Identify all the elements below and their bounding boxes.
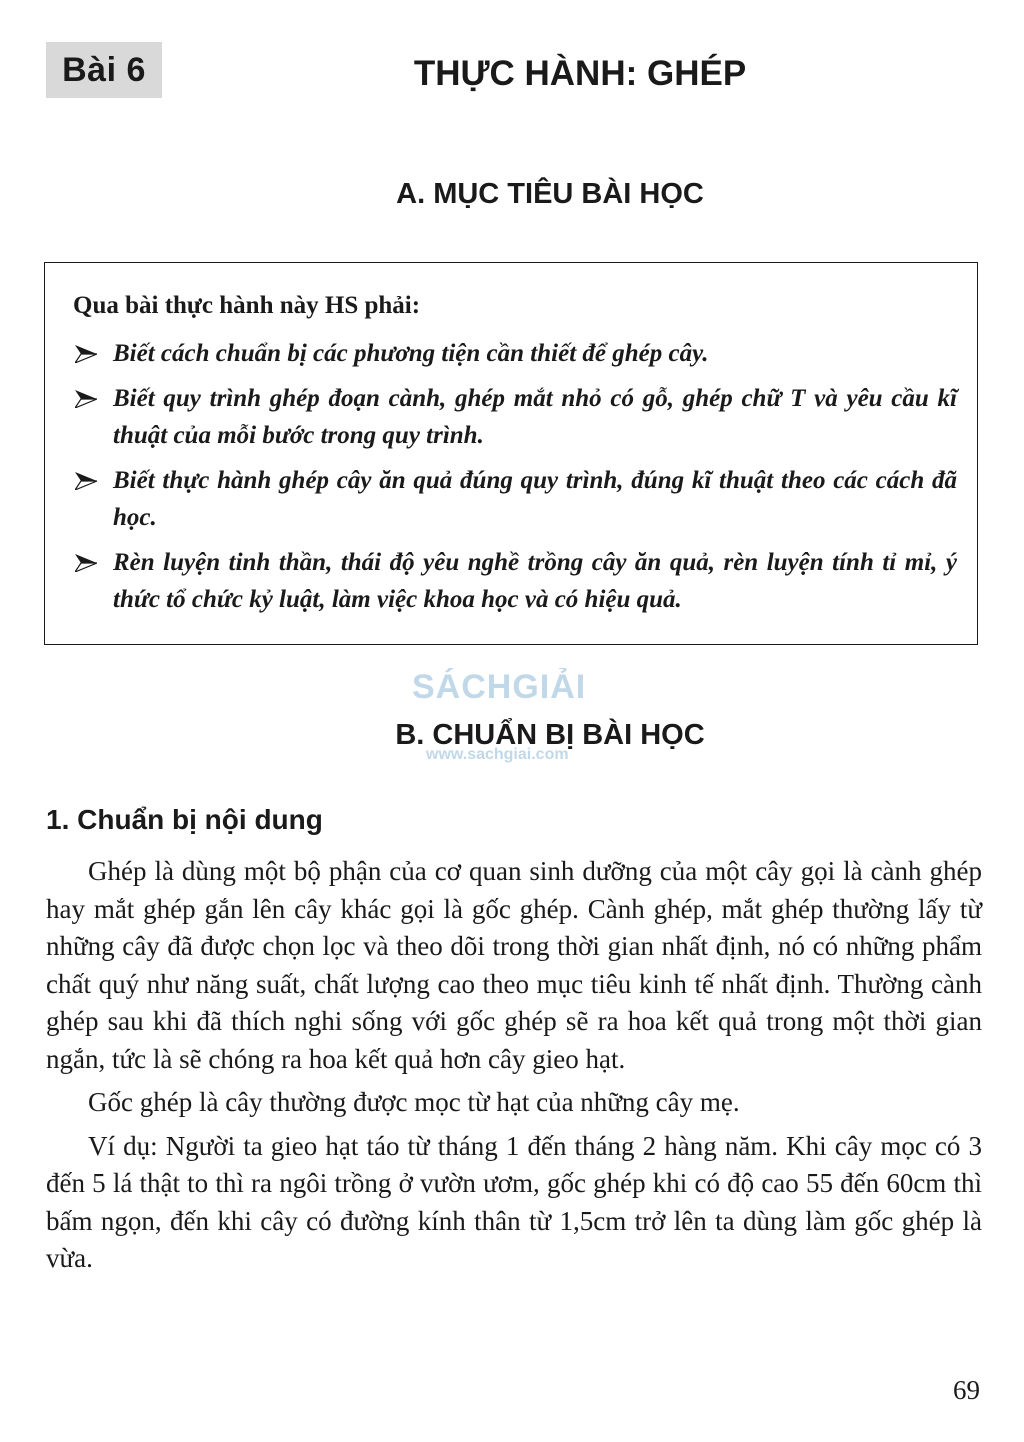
content-paragraph: Ghép là dùng một bộ phận của cơ quan sinh dưỡng của một cây gọi là cành ghép hay mắt ghép gắn lên cây khác gọi là gốc ghép. Cành ghép, mắt ghép thường lấy từ những cây đã được chọn lọc và theo dõi trong thời gian nhất định, nó có những phẩm chất quý như năng suất, chất lượng cao theo mục tiêu kinh tế nhất định. Thường cành ghép sau khi đã thích nghi sống với gốc ghép sẽ ra hoa kết quả trong một thời gian ngắn, tức là sẽ chóng ra hoa kết quả hơn cây gieo hạt. <box>46 856 982 1074</box>
arrow-bullet-icon <box>75 345 97 363</box>
watermark-logo-text: SÁCHGIẢI <box>412 668 587 706</box>
content-paragraph: Gốc ghép là cây thường được mọc từ hạt của những cây mẹ. <box>88 1087 740 1117</box>
objective-text: Rèn luyện tinh thần, thái độ yêu nghề trồng cây ăn quả, rèn luyện tính tỉ mỉ, ý thức tổ chức kỷ luật, làm việc khoa học và có hiệu quả. <box>113 549 957 613</box>
objectives-list <box>73 335 957 626</box>
objectives-box <box>44 262 978 645</box>
arrow-bullet-icon <box>75 472 97 490</box>
objectives-intro: Qua bài thực hành này HS phải: <box>73 292 421 319</box>
objective-item <box>73 380 957 454</box>
content-subheading: 1. Chuẩn bị nội dung <box>46 804 323 835</box>
section-a-heading: A. MỤC TIÊU BÀI HỌC <box>396 178 704 210</box>
objective-text: Biết quy trình ghép đoạn cành, ghép mắt nhỏ có gỗ, ghép chữ T và yêu cầu kĩ thuật của mỗi bước trong quy trình. <box>113 385 957 449</box>
objective-text: Biết cách chuẩn bị các phương tiện cần thiết để ghép cây. <box>113 340 709 367</box>
objective-item <box>73 335 957 372</box>
lesson-title: THỰC HÀNH: GHÉP <box>413 54 747 93</box>
arrow-bullet-icon <box>75 554 97 572</box>
arrow-bullet-icon <box>75 390 97 408</box>
content-body <box>46 853 982 1284</box>
objective-text: Biết thực hành ghép cây ăn quả đúng quy trình, đúng kĩ thuật theo các cách đã học. <box>113 467 957 531</box>
objective-item <box>73 462 957 536</box>
section-b-heading: B. CHUẨN BỊ BÀI HỌC <box>395 719 705 751</box>
objective-item <box>73 544 957 618</box>
watermark-url: www.sachgiai.com <box>426 746 569 763</box>
page-number: 69 <box>953 1375 980 1405</box>
content-paragraph: Ví dụ: Người ta gieo hạt táo từ tháng 1 đến tháng 2 hàng năm. Khi cây mọc có 3 đến 5 lá thật to thì ra ngôi trồng ở vườn ươm, gốc ghép khi có độ cao 55 đến 60cm thì bấm ngọn, đến khi cây có đường kính thân từ 1,5cm trở lên ta dùng làm gốc ghép là vừa. <box>46 1130 982 1273</box>
lesson-badge: Bài 6 <box>46 42 162 98</box>
